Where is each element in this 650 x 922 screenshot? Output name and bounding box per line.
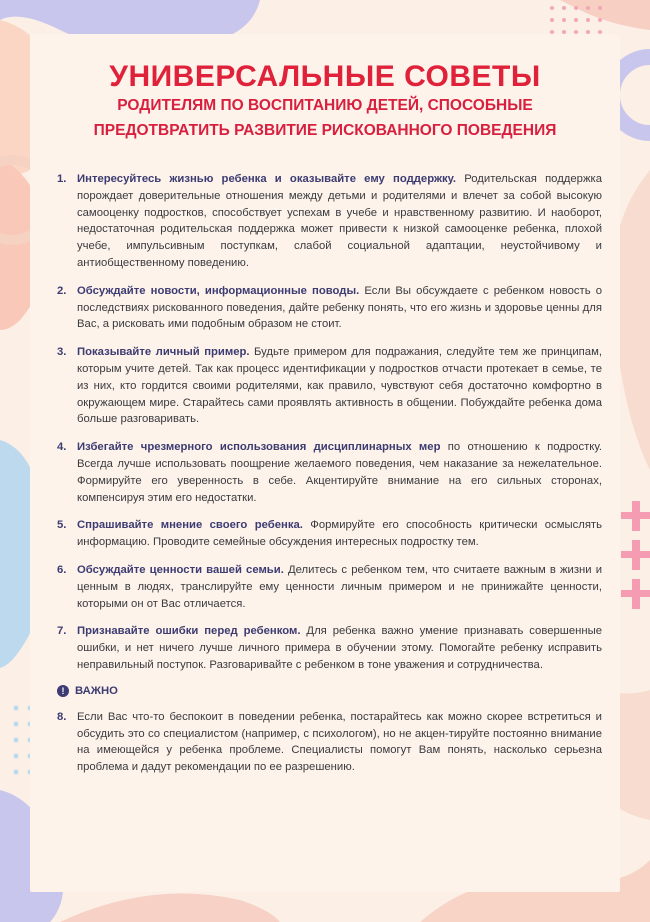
- item-lead: Интересуйтесь жизнью ребенка и оказывайте ему поддержку.: [77, 173, 457, 185]
- subtitle-line-1: РОДИТЕЛЯМ ПО ВОСПИТАНИЮ ДЕТЕЙ, СПОСОБНЫЕ: [117, 97, 533, 114]
- item-number: 6.: [57, 563, 67, 576]
- important-label: ВАЖНО: [75, 684, 118, 697]
- item-number: 8.: [57, 710, 67, 723]
- advice-item-2: [57, 283, 602, 333]
- item-number: 7.: [57, 625, 67, 638]
- advice-list: [57, 171, 602, 787]
- advice-item-4: [57, 439, 602, 506]
- item-text: Родительская поддержка порождает доверительные отношения между детьми и родителями и влечет за собой высокую самооценку подростков, способствует успехам в учебе и нравственному развитию. И наоборот, недостаточная родительская поддержка может привести к низкой самооценке ребенка, плохой учебе, импульсивным поступкам, слабой социальной адаптации, неустойчивому и антиобщественному поведению.: [77, 173, 602, 269]
- advice-item-8: [57, 709, 602, 776]
- item-text: по отношению к подростку. Всегда лучше использовать поощрение желаемого поведения, чем наказание за нежелательное. Формируйте его уверенность в себе. Акцентируйте внимание на его сильных сторонах, компенсируя этим его недостатки.: [77, 441, 602, 504]
- item-lead: Признавайте ошибки перед ребенком.: [77, 625, 301, 638]
- item-lead: Избегайте чрезмерного использования дисциплинарных мер: [77, 441, 441, 454]
- item-text: Формируйте его способность критически осмыслять информацию. Проводите семейные обсуждения интересных подростку тем.: [77, 519, 602, 549]
- item-lead: Показывайте личный пример.: [77, 346, 250, 359]
- advice-item-1: [57, 171, 602, 272]
- item-text: Делитесь с ребенком тем, что считаете важным в жизни и ценным в людях, транслируйте ему ценности личным примером и не принижайте ценности, которыми он от Вас отличается.: [77, 563, 602, 610]
- advice-item-6: [57, 562, 602, 612]
- item-lead: Обсуждайте новости, информационные поводы.: [77, 284, 360, 297]
- item-text: Для ребенка важно умение признавать совершенные ошибки, и нет ничего лучше личного примера в обучении этому. Помогайте ребенку исправить неправильный поступок. Разговаривайте с ребенком в тоне уважения и сотрудничества.: [77, 625, 602, 671]
- item-lead: Обсуждайте ценности вашей семьи.: [77, 563, 284, 576]
- item-number: 5.: [57, 519, 67, 532]
- item-number: 1.: [57, 173, 67, 185]
- item-number: 2.: [57, 284, 67, 297]
- page-title: УНИВЕРСАЛЬНЫЕ СОВЕТЫ: [109, 60, 541, 93]
- advice-item-7: [57, 623, 602, 673]
- advice-item-5: [57, 517, 602, 551]
- item-text: Если Вас что-то беспокоит в поведении ребенка, постарайтесь как можно скорее встретиться и обсудить это со специалистом (например, с психологом), но не акцен-тируйте постоянно внимание на имеющейся у ребенка проблеме. Специалисты помогут Вам понять, насколько серьезна проблема и дадут рекомендации по ее разрешению.: [77, 710, 602, 774]
- important-note: [57, 685, 602, 697]
- subtitle-line-2: ПРЕДОТВРАТИТЬ РАЗВИТИЕ РИСКОВАННОГО ПОВЕДЕНИЯ: [93, 122, 557, 139]
- exclamation-icon: !: [57, 685, 69, 697]
- item-text: Будьте примером для подражания, следуйте тем же принципам, которым учите детей. Так как процесс идентификации у подростков отчасти протекает в семье, те из них, кто гордится своими родителями, как правило, чувствуют себя достаточно комфортно в окружающем мире. Старайтесь сами проявлять активность в общении. Побуждайте ребенка дома больше разговаривать.: [77, 346, 602, 426]
- item-number: 3.: [57, 346, 67, 359]
- item-lead: Спрашивайте мнение своего ребенка.: [77, 519, 303, 532]
- advice-item-3: [57, 344, 602, 428]
- item-text: Если Вы обсуждаете с ребенком новость о последствиях рискованного поведения, дайте ребенку понять, что его жизнь и здоровье ценны для Вас, а рисковать ими подобным образом не стоит.: [77, 284, 602, 331]
- item-number: 4.: [57, 441, 67, 454]
